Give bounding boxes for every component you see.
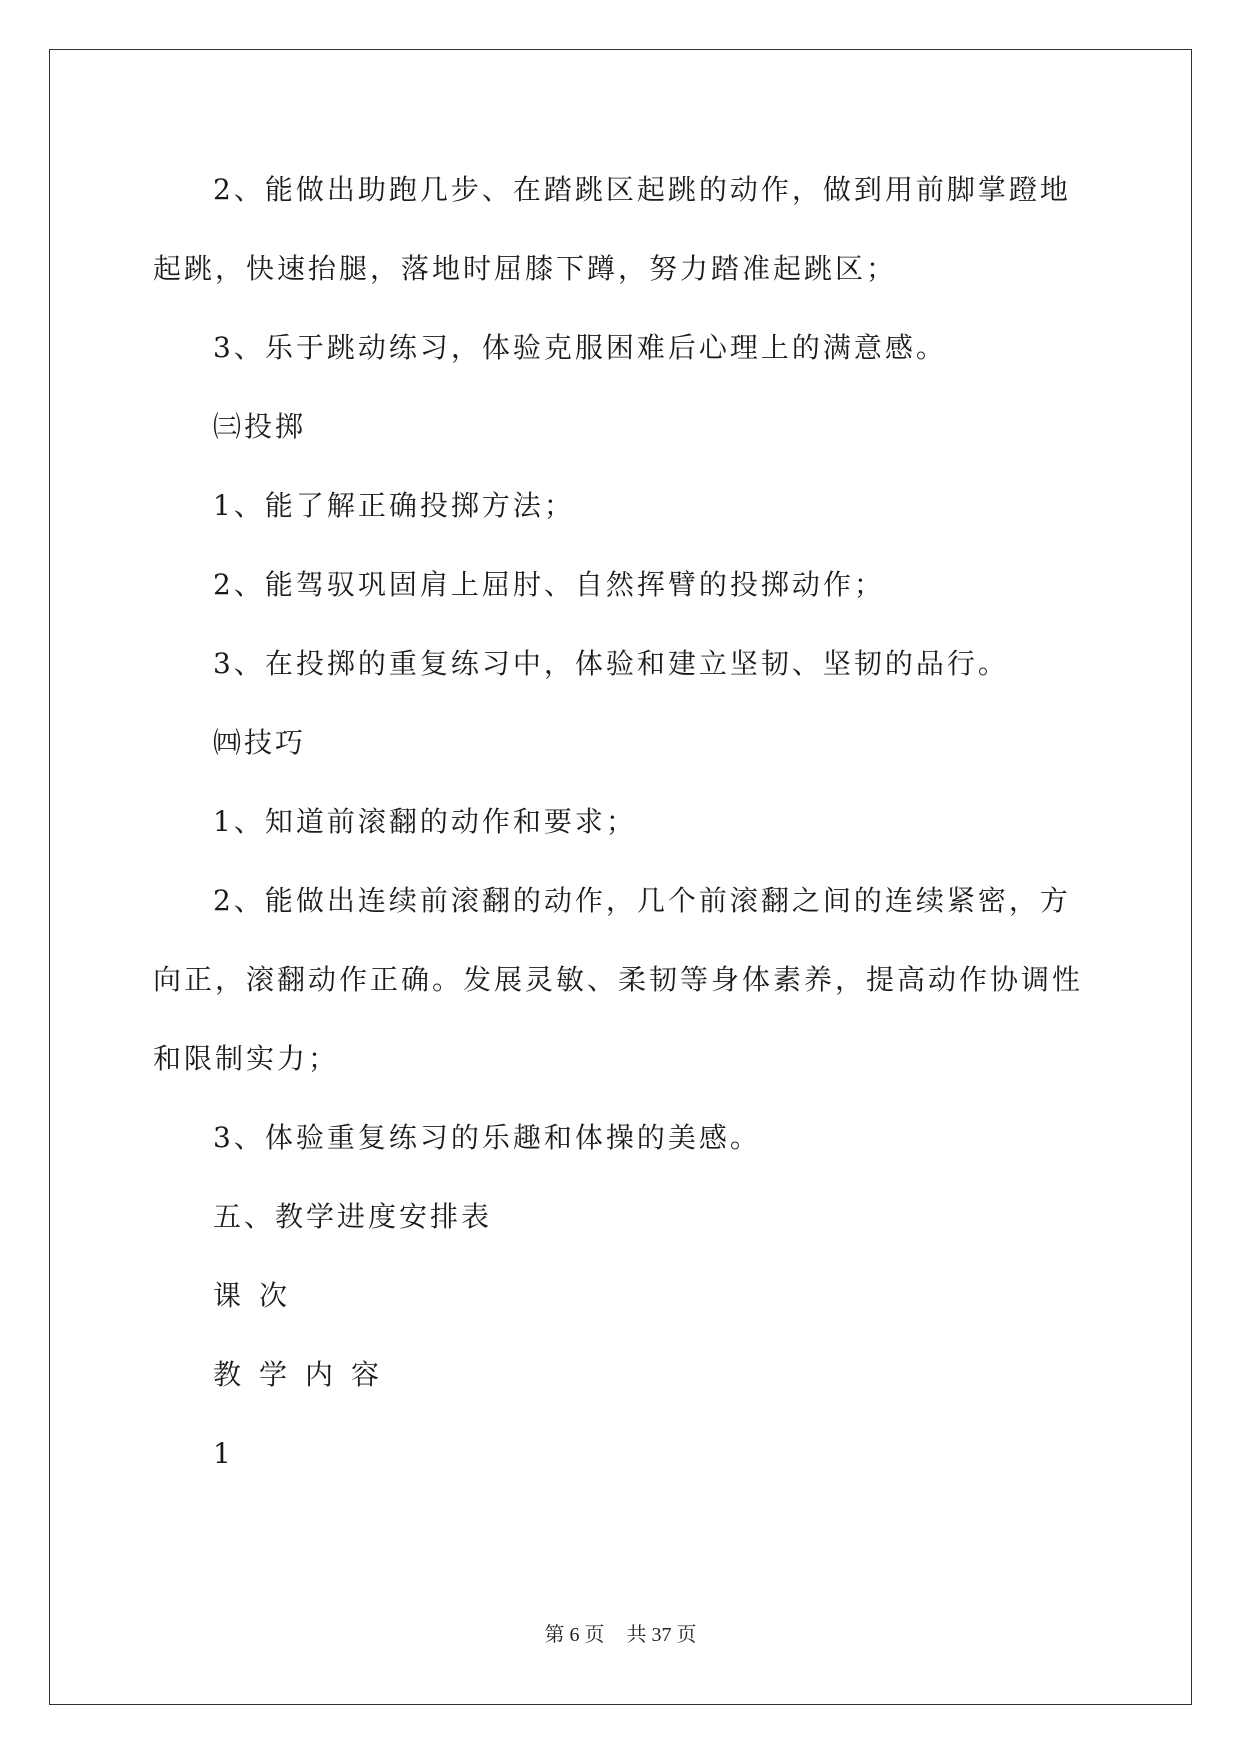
page-total: 共 37 页 <box>626 1624 697 1646</box>
section-heading: ㈢投掷 <box>213 410 307 443</box>
paragraph: 2、能驾驭巩固肩上屈肘、自然挥臂的投掷动作； <box>213 568 885 601</box>
table-cell: 1 <box>213 1437 234 1470</box>
paragraph: 1、知道前滚翻的动作和要求； <box>213 805 637 838</box>
section-heading: 五、教学进度安排表 <box>213 1200 493 1233</box>
table-header-cell: 课次 <box>213 1279 306 1312</box>
document-body <box>153 150 1093 1493</box>
section-heading: ㈣技巧 <box>213 726 307 759</box>
page-footer <box>0 1618 1241 1647</box>
paragraph: 3、在投掷的重复练习中，体验和建立坚韧、坚韧的品行。 <box>213 647 1009 680</box>
table-header-cell: 教学内容 <box>213 1358 398 1391</box>
paragraph: 1、能了解正确投掷方法； <box>213 489 575 522</box>
paragraph: 2、能做出助跑几步、在踏跳区起跳的动作，做到用前脚掌蹬地起跳，快速抬腿，落地时屈膝下蹲，努力踏准起跳区； <box>153 173 1071 285</box>
page-number: 第 6 页 <box>544 1624 605 1646</box>
paragraph: 3、乐于跳动练习，体验克服困难后心理上的满意感。 <box>213 331 947 364</box>
paragraph: 3、体验重复练习的乐趣和体操的美感。 <box>213 1121 761 1154</box>
paragraph: 2、能做出连续前滚翻的动作，几个前滚翻之间的连续紧密，方向正，滚翻动作正确。发展灵敏、柔韧等身体素养，提高动作协调性和限制实力； <box>153 884 1084 1075</box>
